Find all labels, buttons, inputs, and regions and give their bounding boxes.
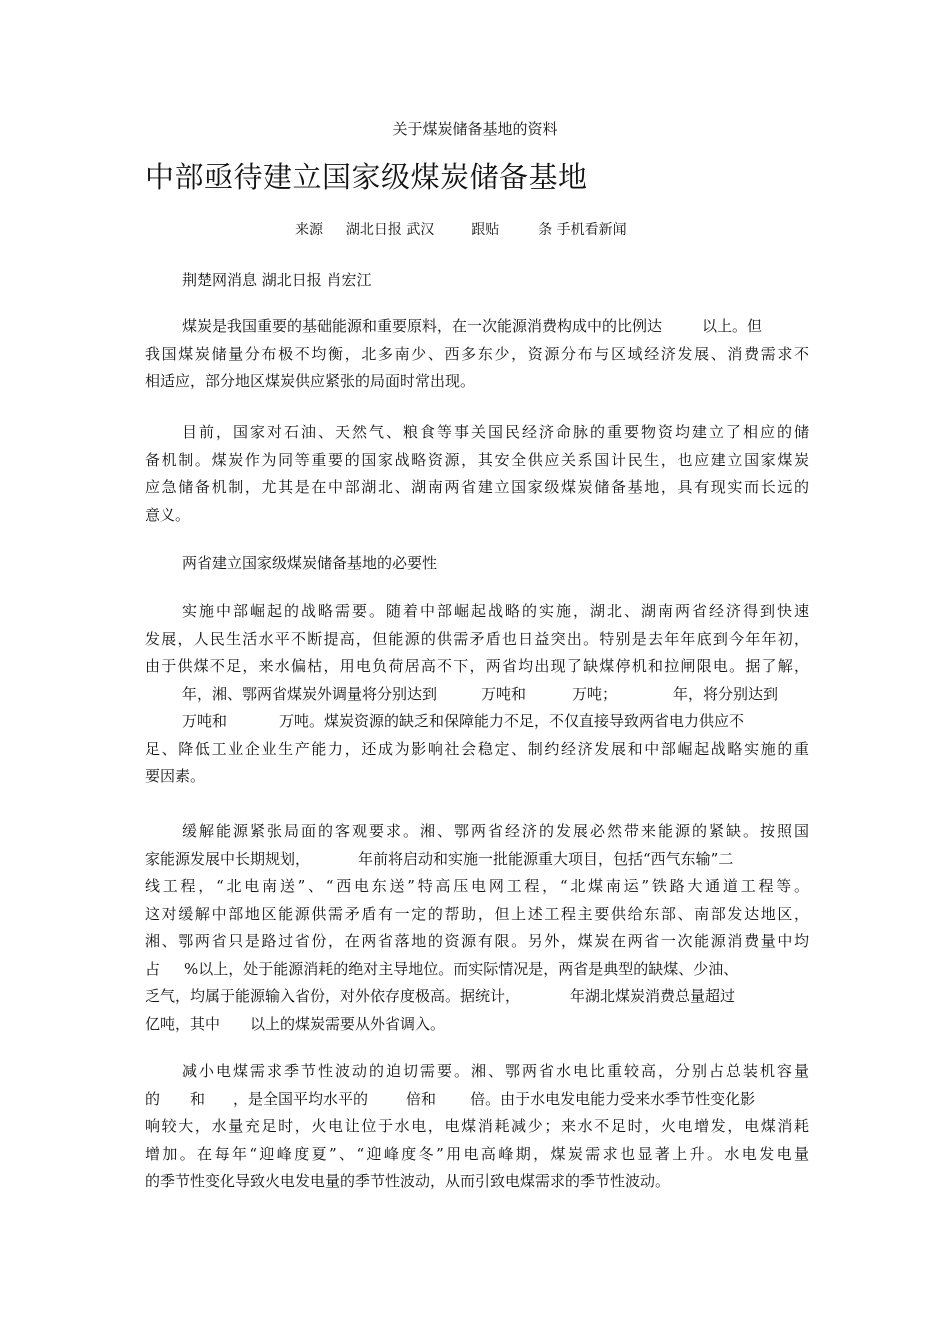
text-run: 和 [190,1089,206,1108]
article-headline: 中部亟待建立国家级煤炭储备基地 [145,160,588,194]
paragraph-line: 的季节性变化导致火电发电量的季节性波动，从而引致电煤需求的季节性波动。 [145,1172,671,1190]
text-run: 以上。但 [702,317,763,335]
paragraph-line: 线工程，“北电南送”、“西电东送”特高压电网工程，“北煤南运”铁路大通道工程等。 [145,877,809,895]
paragraph-line: 相适应，部分地区煤炭供应紧张的局面时常出现。 [145,372,476,390]
text-run: 年前将启动和实施一批能源重大项目，包括“西气东输”二 [358,849,734,868]
paragraph-line: 足、降低工业企业生产能力，还成为影响社会稳定、制约经济发展和中部崛起战略实施的重 [145,739,809,758]
section-energy-shortage [145,818,809,1038]
source-outlet[interactable]: 湖北日报 武汉 [345,222,435,238]
paragraph-line: 这对缓解中部地区能源供需矛盾有一定的帮助，但上述工程主要供给东部、南部发达地区， [145,904,809,923]
text-run: 万吨和 [182,712,228,730]
paragraph-line [145,681,809,709]
paragraph-line [145,313,809,341]
paragraph-line: 发展，人民生活水平不断提高，但能源的供需矛盾也日益突出。特别是去年年底到今年年初， [145,629,809,648]
text-run: 万吨。煤炭资源的缺乏和保障能力不足，不仅直接导致两省电力供应不 [279,712,745,730]
paragraph-line: 要因素。 [145,767,206,785]
text-run: 占 [145,959,161,978]
text-run: 乏气，均属于能源输入省份，对外依存度极高。据统计， [145,987,521,1005]
text-run: 家能源发展中长期规划， [145,849,311,868]
paragraph-line: 我国煤炭储量分布极不均衡，北多南少、西多东少，资源分布与区域经济发展、消费需求不 [145,344,809,363]
text-run: ，是全国平均水平的 [233,1089,369,1108]
text-run: 的 [145,1089,161,1108]
paragraph-line [145,1011,809,1039]
paragraph-line: 响较大，水量充足时，火电让位于水电，电煤消耗减少；来水不足时，火电增发，电煤消耗 [145,1117,809,1135]
paragraph-intro [145,313,809,396]
text-run: 年湖北煤炭消费总量超过 [570,987,736,1005]
section-seasonal-demand [145,1058,809,1196]
paragraph-reserve-mechanism [145,419,809,529]
paragraph-line: 意义。 [145,505,191,524]
section-heading: 两省建立国家级煤炭储备基地的必要性 [182,554,438,572]
text-run: 万吨； [572,684,618,703]
paragraph-line: 缓解能源紧张局面的客观要求。湘、鄂两省经济的发展必然带来能源的紧缺。按照国 [182,822,809,840]
paragraph-line [145,1086,809,1114]
text-run: %以上，处于能源消耗的绝对主导地位。而实际情况是，两省是典型的缺煤、少油、 [184,959,739,978]
paragraph-line [145,956,809,984]
text-run: 年，湘、鄂两省煤炭外调量将分别达到 [182,684,438,703]
paragraph-line: 增加。在每年“迎峰度夏”、“迎峰度冬”用电高峰期，煤炭需求也显著上升。水电发电量 [145,1144,809,1163]
paragraph-line: 减小电煤需求季节性波动的迫切需要。湘、鄂两省水电比重较高，分别占总装机容量 [182,1062,809,1080]
text-run: 以上的煤炭需要从外省调入。 [250,1014,446,1033]
paragraph-line [145,846,809,874]
section-strategic-need [145,598,809,791]
text-run: 倍和 [406,1089,437,1108]
text-run: 年，将分别达到 [673,684,779,703]
paragraph-line: 应急储备机制，尤其是在中部湖北、湖南两省建立国家级煤炭储备基地，具有现实而长远的 [145,478,809,496]
text-run: 倍。由于水电发电能力受来水季节性变化影 [470,1089,756,1108]
text-run: 亿吨，其中 [145,1014,221,1033]
text-run: 煤炭是我国重要的基础能源和重要原料，在一次能源消费构成中的比例达 [182,317,663,335]
paragraph-line [145,708,809,736]
paragraph-line [145,983,809,1011]
comments-link[interactable]: 跟贴 [471,222,500,238]
paragraph-line: 湘、鄂两省只是路过省份，在两省落地的资源有限。另外，煤炭在两省一次能源消费量中均 [145,932,809,950]
paragraph-line: 备机制。煤炭作为同等重要的国家战略资源，其安全供应关系国计民生，也应建立国家煤炭 [145,450,809,469]
paragraph-line: 实施中部崛起的战略需要。随着中部崛起战略的实施，湖北、湖南两省经济得到快速 [182,602,809,620]
paragraph-line: 由于供煤不足，来水偏枯，用电负荷居高不下，两省均出现了缺煤停机和拉闸限电。据了解， [145,657,809,675]
document-title: 关于煤炭储备基地的资料 [392,120,558,138]
text-run: 万吨和 [481,684,527,703]
paragraph-line: 目前，国家对石油、天然气、粮食等事关国民经济命脉的重要物资均建立了相应的储 [182,423,809,441]
mobile-news-link[interactable]: 条 手机看新闻 [538,222,627,238]
byline: 荆楚网消息 湖北日报 肖宏江 [182,271,372,289]
source-label: 来源 [295,222,323,238]
source-line [295,219,627,239]
